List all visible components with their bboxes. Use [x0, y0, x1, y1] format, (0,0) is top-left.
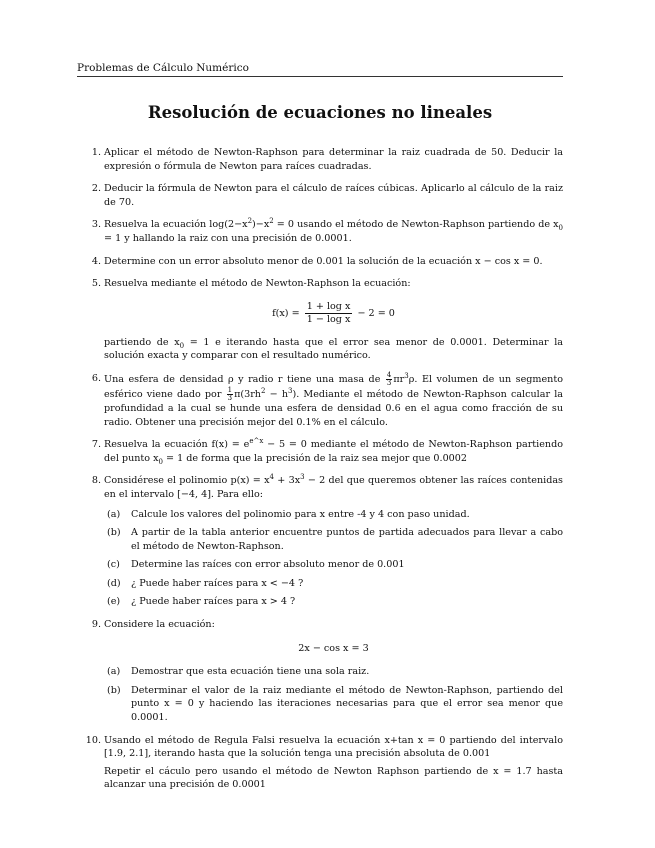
problem-number: 5. — [91, 278, 101, 290]
problem-text: Resuelva mediante el método de Newton-Raphson la ecuación: — [104, 278, 411, 290]
page-title: Resolución de ecuaciones no lineales — [147, 103, 493, 122]
subquestion: (b) A partir de la tabla anterior encuentre puntos de partida adecuados para llevar a cabo el método de Newton-Raphson. — [107, 527, 563, 552]
problem-7 — [77, 438, 563, 465]
problem-number: 6. — [91, 372, 101, 384]
problem-text: Resuelva la ecuación $f(x) = e^{e\^{}x} - 5 = 0$ mediante el método de Newton-Raphson partiendo del punto $x_0 = 1$ de forma que la precisión de la raiz sea mejor que 0.0002 — [104, 436, 563, 466]
subquestion: (a) Demostrar que esta ecuación tiene una sola raiz. — [107, 666, 370, 678]
problem-5 — [77, 277, 563, 363]
problem-4 — [77, 255, 563, 269]
problem-number: 3. — [91, 219, 101, 231]
problem-3 — [77, 218, 563, 245]
fraction: $\frac{\text{1 + log x}}{\text{1 − log x}}$ — [306, 300, 351, 325]
problem-number: 9. — [91, 619, 101, 631]
problem-text: Determine con un error absoluto menor de 0.001 la solución de la ecuación x − cos x = 0. — [104, 255, 543, 267]
subquestion-list — [104, 665, 563, 724]
subquestion: (e) ¿ Puede haber raíces para x > 4 ? — [107, 596, 296, 608]
subquestion-list — [104, 508, 563, 610]
problem-text: Resuelva la ecuación $\log(2-x^2)-x^2 = 0$ usando el método de Newton-Raphson partiendo de $x_0 = 1$ y hallando la raiz con una precisión de 0.0001. — [104, 217, 564, 244]
problem-number: 2. — [91, 183, 101, 195]
problem-text: Considere la ecuación: — [104, 619, 215, 631]
problem-text: Aplicar el método de Newton-Raphson para determinar la raiz cuadrada de 50. Deducir la expresión o fórmula de Newton para raíces cuadradas. — [104, 147, 563, 172]
problem-number: 4. — [91, 255, 101, 267]
problem-number: 8. — [91, 475, 101, 487]
problem-10 — [77, 734, 563, 792]
equation: 2x − cos x = 3 — [298, 642, 369, 654]
problem-text: Usando el método de Regula Falsi resuelva la ecuación x+tan x = 0 partiendo del intervalo [1.9, 2.1], iterando hasta que la solución tenga una precisión absoluta de 0.001 — [104, 734, 563, 760]
subquestion: (c) Determine las raíces con error absoluto menor de 0.001 — [107, 559, 405, 571]
problem-number: 10. — [85, 734, 101, 746]
problem-9 — [77, 618, 563, 725]
equation: f(x) = $\frac{\text{1 + log x}}{\text{1 − log x}}$ − 2 = 0 — [272, 300, 395, 325]
problem-text-continued: Repetir el cáculo pero usando el método de Newton Raphson partiendo de x = 1.7 hasta alcanzar una precisión de 0.0001 — [104, 765, 563, 791]
problem-2 — [77, 182, 563, 209]
problem-text: Deducir la fórmula de Newton para el cálculo de raíces cúbicas. Aplicarlo al cálculo de la raiz de 70. — [104, 183, 563, 208]
subquestion: (d) ¿ Puede haber raíces para x < −4 ? — [107, 577, 304, 589]
problem-number: 1. — [91, 147, 101, 158]
subquestion: (a) Calcule los valores del polinomio para x entre -4 y 4 con paso unidad. — [107, 508, 470, 520]
problem-number: 7. — [91, 439, 101, 451]
problem-text-continued: partiendo de $x_0 = 1$ e iterando hasta que el error sea menor de 0.0001. Determinar la solución exacta y comparar con el resultado numérico. — [104, 336, 563, 362]
problem-list — [77, 146, 563, 801]
problem-8 — [77, 474, 563, 609]
running-header: Problemas de Cálculo Numérico — [77, 62, 563, 77]
problem-text: Una esfera de densidad ρ y radio r tiene una masa de $\frac{4}{3}$ $\pi r^3\rho$. El volumen de un segmento esférico viene dado por $\frac{1}{3}$ $\pi(3rh^2 - h^3)$. Mediante el método de Newton-Raphson calcular la profundidad a la cual se hunde una esfera de densidad 0.6 en el agua como fracción de su radio. Obtener una precisión mejor del 0.1% en el cálculo. — [104, 370, 563, 428]
problem-text: Considérese el polinomio $p(x) = x^4 + 3x^3 - 2$ del que queremos obtener las raíces contenidas en el intervalo [−4, 4]. Para ello: — [104, 473, 563, 500]
subquestion: (b) Determinar el valor de la raiz mediante el método de Newton-Raphson, partiendo del punto x = 0 y haciendo las iteraciones necesarias para que el error sea menor que 0.0001. — [107, 684, 563, 724]
problem-1 — [77, 146, 563, 173]
problem-6 — [77, 372, 563, 429]
